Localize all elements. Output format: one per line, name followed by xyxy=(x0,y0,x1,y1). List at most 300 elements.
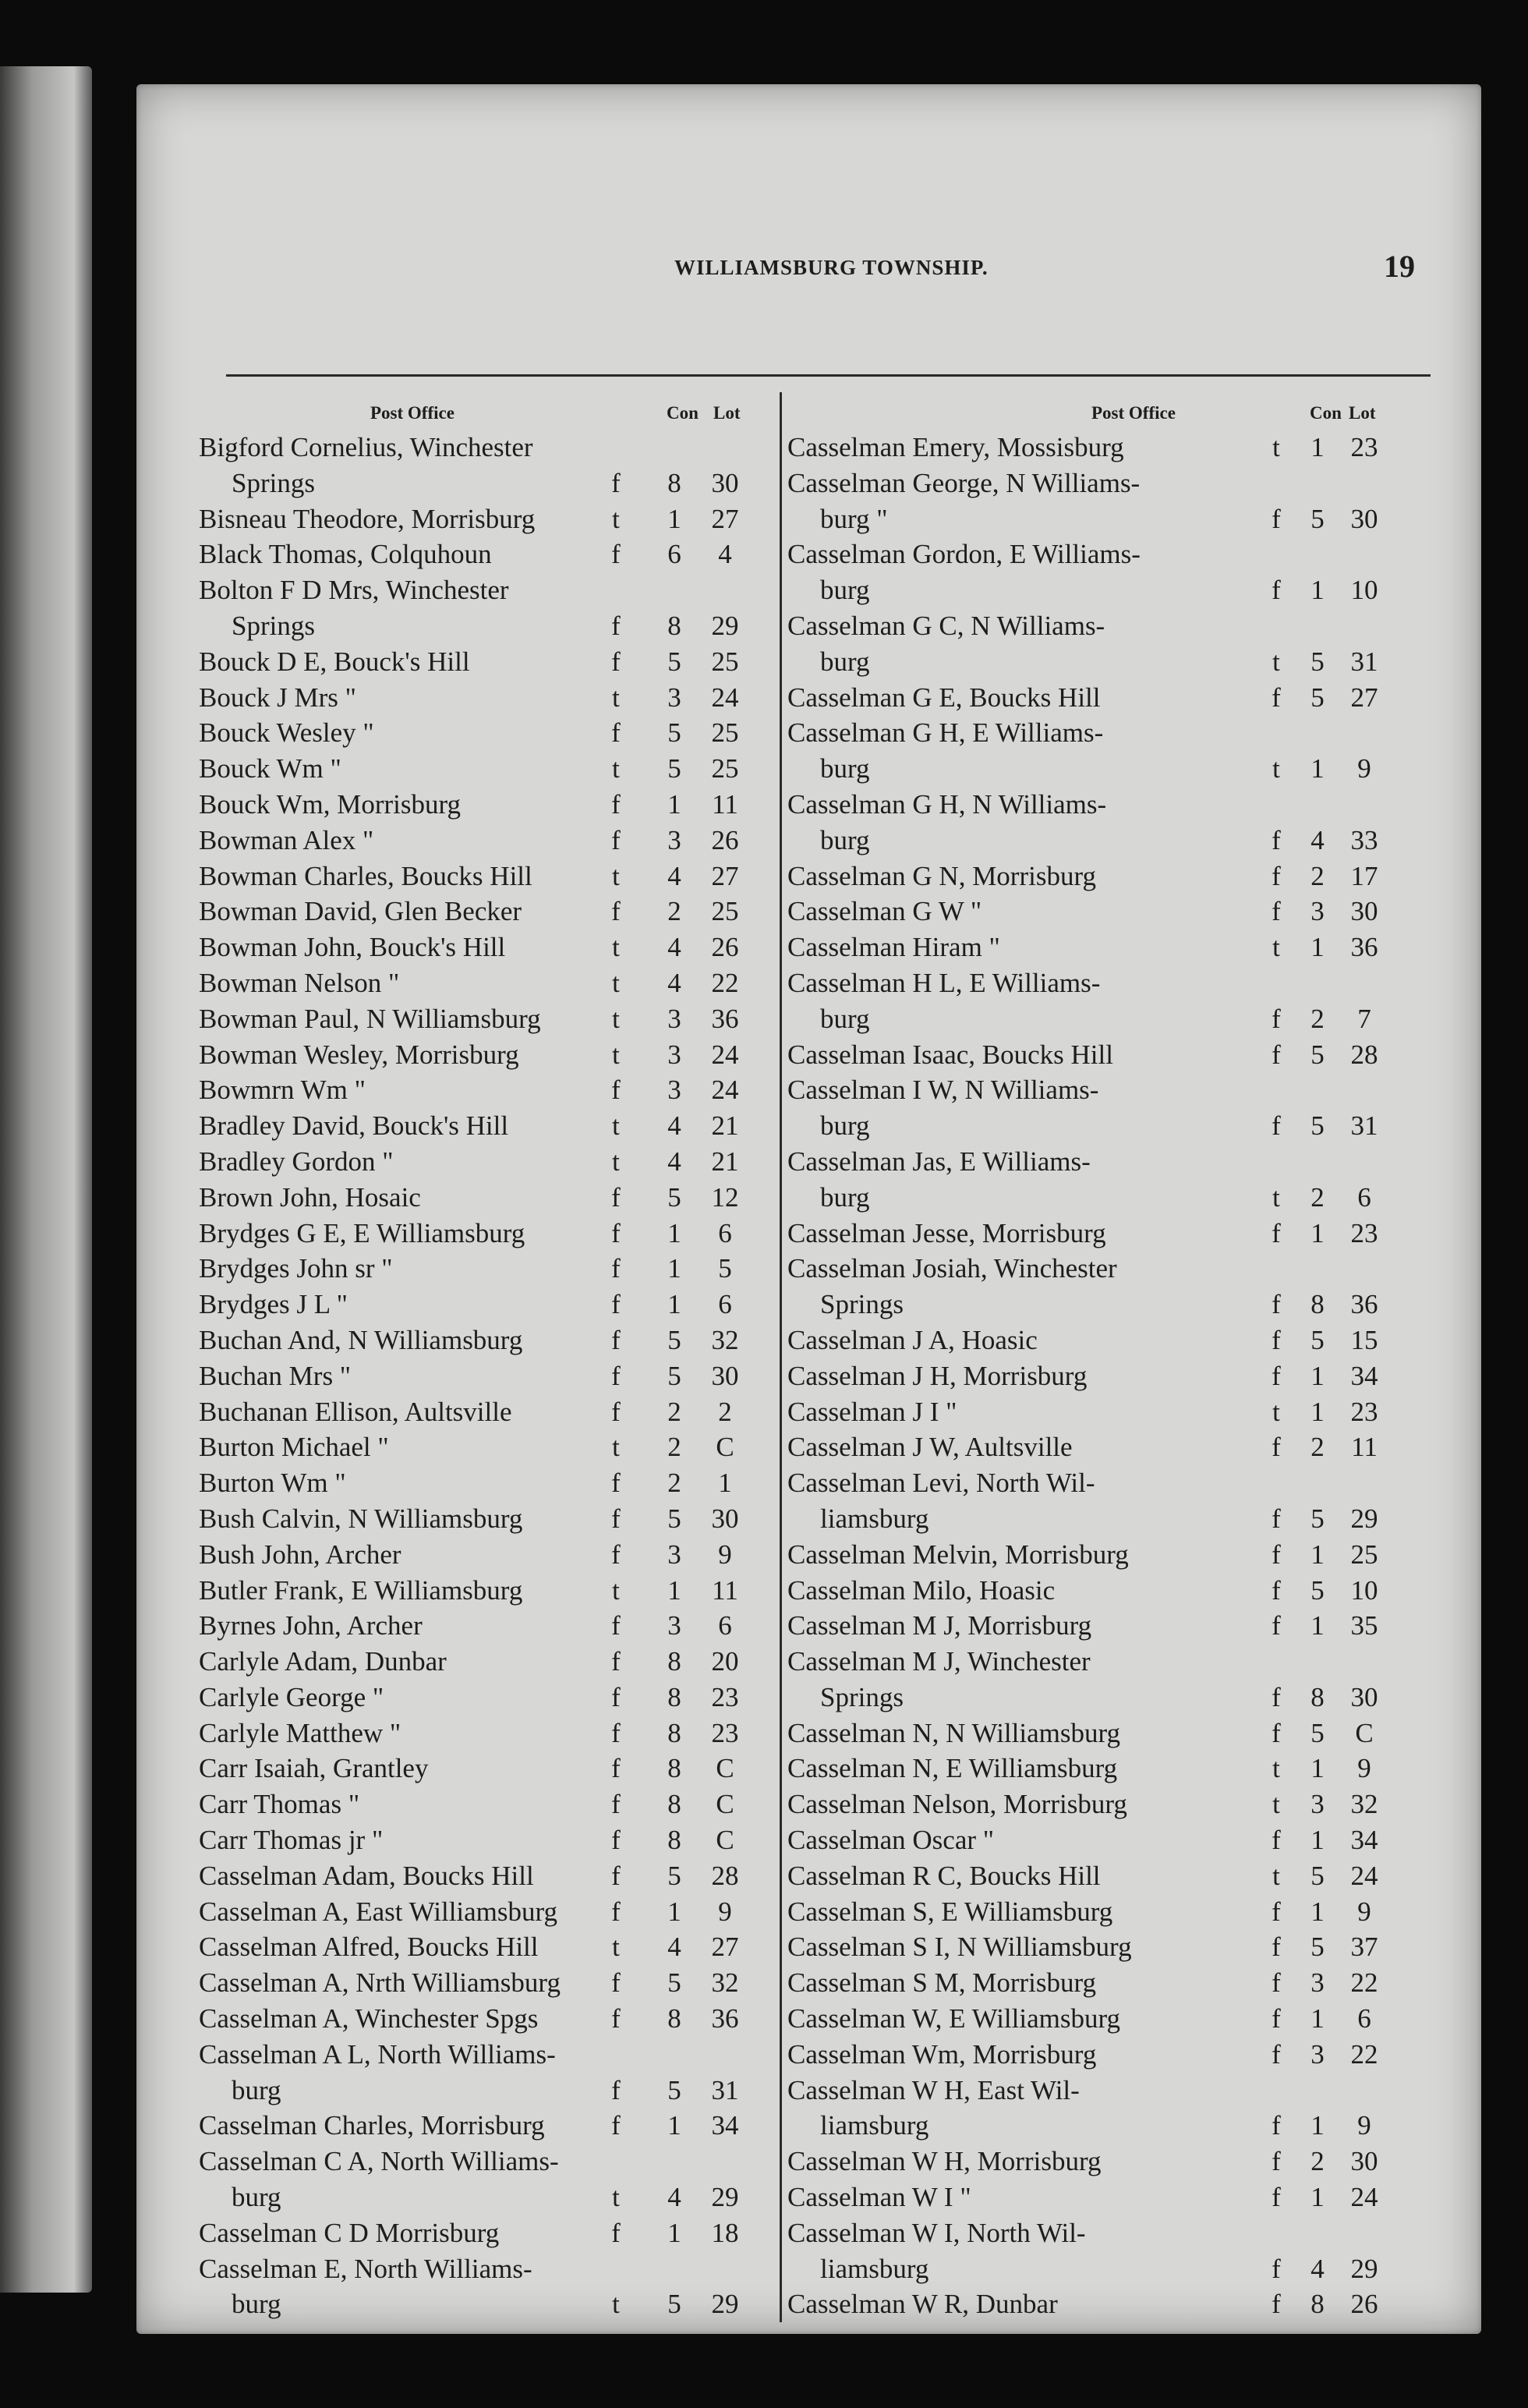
entry-concession: 5 xyxy=(1310,1932,1325,1963)
entry-lot: 23 xyxy=(711,1717,739,1748)
entry-concession: 2 xyxy=(1310,860,1325,891)
entry-lot: C xyxy=(716,1789,734,1820)
entry-code: f xyxy=(611,788,621,820)
entry-name: Casselman W H, Morrisburg xyxy=(787,2146,1102,2177)
directory-entry xyxy=(199,930,764,965)
entry-lot: 25 xyxy=(711,753,739,784)
entry-name: Buchan And, N Williamsburg xyxy=(199,1324,523,1355)
directory-entry xyxy=(199,1537,764,1573)
entry-code: f xyxy=(611,1753,621,1784)
entry-concession: 1 xyxy=(667,2110,681,2141)
heading-post-office: Post Office xyxy=(1091,403,1176,423)
entry-lot: 30 xyxy=(711,1503,739,1534)
entry-code: f xyxy=(1272,1003,1281,1034)
entry-code: f xyxy=(611,1503,621,1534)
entry-concession: 8 xyxy=(1310,1289,1325,1320)
entry-concession: 8 xyxy=(667,610,681,641)
entry-name: Bush John, Archer xyxy=(199,1539,401,1570)
directory-entry xyxy=(199,1001,764,1037)
entry-code: f xyxy=(1272,1039,1281,1070)
entry-concession: 3 xyxy=(667,682,681,713)
entry-code: f xyxy=(611,1896,621,1927)
entry-concession: 1 xyxy=(1310,2110,1325,2141)
entry-concession: 1 xyxy=(1310,1825,1325,1856)
entry-lot: C xyxy=(716,1825,734,1856)
entry-concession: 5 xyxy=(667,2074,681,2105)
directory-entry xyxy=(199,1394,764,1430)
entry-lot: C xyxy=(716,1753,734,1784)
entry-lot: 30 xyxy=(711,1360,739,1391)
entry-concession: 1 xyxy=(667,1289,681,1320)
entry-lot: 22 xyxy=(1350,1967,1378,1999)
entry-name: Bouck Wesley " xyxy=(199,717,374,749)
entry-concession: 8 xyxy=(667,1717,681,1748)
entry-lot: 9 xyxy=(1357,753,1371,784)
entry-lot: 4 xyxy=(718,539,732,570)
entry-code: f xyxy=(1272,1574,1281,1606)
entry-name: Casselman C A, North Williams- xyxy=(199,2146,559,2177)
entry-name: Springs xyxy=(232,610,315,641)
directory-entry xyxy=(787,1929,1392,1965)
directory-entry xyxy=(199,2215,764,2251)
entry-name: Brydges John sr " xyxy=(199,1253,393,1284)
entry-concession: 8 xyxy=(667,1753,681,1784)
directory-entry xyxy=(199,430,764,466)
directory-entry xyxy=(787,1429,1392,1465)
entry-code: t xyxy=(612,2182,620,2213)
entry-name: liamsburg xyxy=(820,2110,929,2141)
entry-lot: 31 xyxy=(1350,646,1378,677)
entry-code: f xyxy=(1272,2289,1281,2320)
entry-lot: 36 xyxy=(711,2003,739,2034)
entry-concession: 4 xyxy=(667,967,681,998)
directory-entry xyxy=(787,1072,1392,1108)
entry-lot: 26 xyxy=(1350,2289,1378,2320)
entry-lot: 22 xyxy=(711,967,739,998)
entry-concession: 1 xyxy=(1310,1360,1325,1391)
entry-code: f xyxy=(611,1681,621,1712)
entry-lot: 30 xyxy=(1350,896,1378,927)
entry-lot: 29 xyxy=(711,2289,739,2320)
entry-code: f xyxy=(611,539,621,570)
entry-lot: 12 xyxy=(711,1181,739,1213)
entry-name: Byrnes John, Archer xyxy=(199,1610,423,1641)
entry-name: Bolton F D Mrs, Winchester xyxy=(199,575,509,606)
entry-code: f xyxy=(611,1181,621,1213)
entry-lot: 24 xyxy=(1350,2182,1378,2213)
directory-entry xyxy=(787,466,1392,501)
entry-code: f xyxy=(1272,1896,1281,1927)
directory-entry xyxy=(787,2180,1392,2215)
entry-name: liamsburg xyxy=(820,1503,929,1534)
entry-concession: 3 xyxy=(1310,896,1325,927)
directory-entry xyxy=(787,1965,1392,2001)
entry-continuation xyxy=(199,466,764,501)
entry-lot: 29 xyxy=(1350,1503,1378,1534)
entry-lot: 27 xyxy=(711,860,739,891)
directory-entry xyxy=(787,715,1392,751)
entry-concession: 5 xyxy=(667,1324,681,1355)
entry-lot: 10 xyxy=(1350,1574,1378,1606)
entry-concession: 4 xyxy=(667,1110,681,1142)
entry-lot: 30 xyxy=(1350,503,1378,534)
entry-name: Casselman N, E Williamsburg xyxy=(787,1753,1118,1784)
directory-entry xyxy=(199,1251,764,1287)
entry-lot: 33 xyxy=(1350,824,1378,855)
entry-lot: 26 xyxy=(711,932,739,963)
entry-concession: 3 xyxy=(667,1539,681,1570)
entry-name: Bradley David, Bouck's Hill xyxy=(199,1110,509,1142)
entry-name: Casselman W I, North Wil- xyxy=(787,2217,1086,2248)
entry-name: Carr Isaiah, Grantley xyxy=(199,1753,429,1784)
entry-concession: 1 xyxy=(1310,1610,1325,1641)
entry-concession: 1 xyxy=(1310,753,1325,784)
entry-concession: 4 xyxy=(667,860,681,891)
entry-concession: 1 xyxy=(1310,1396,1325,1427)
entry-lot: 6 xyxy=(1357,1181,1371,1213)
entry-name: Casselman G N, Morrisburg xyxy=(787,860,1096,891)
entry-lot: 32 xyxy=(711,1967,739,1999)
entry-concession: 1 xyxy=(667,1574,681,1606)
entry-lot: 10 xyxy=(1350,575,1378,606)
entry-name: Casselman A L, North Williams- xyxy=(199,2038,556,2070)
entry-concession: 8 xyxy=(1310,1681,1325,1712)
entry-continuation xyxy=(787,1001,1392,1037)
directory-entry xyxy=(787,1358,1392,1394)
entry-concession: 1 xyxy=(1310,2003,1325,2034)
directory-entry xyxy=(199,1501,764,1537)
entry-code: t xyxy=(1272,1181,1280,1213)
entry-code: f xyxy=(611,1717,621,1748)
entry-code: t xyxy=(1272,432,1280,462)
entry-code: f xyxy=(611,1646,621,1677)
entry-lot: 22 xyxy=(1350,2038,1378,2070)
directory-entry xyxy=(199,1108,764,1144)
left-column xyxy=(199,400,764,2326)
entry-concession: 2 xyxy=(1310,1181,1325,1213)
entry-name: Casselman A, East Williamsburg xyxy=(199,1896,558,1927)
entry-continuation xyxy=(787,1680,1392,1716)
entry-concession: 8 xyxy=(667,1646,681,1677)
entry-name: Casselman S M, Morrisburg xyxy=(787,1967,1097,1999)
page-header xyxy=(222,248,1438,303)
entry-name: Casselman I W, N Williams- xyxy=(787,1075,1099,1106)
entry-name: Casselman S I, N Williamsburg xyxy=(787,1932,1132,1963)
entry-lot: 6 xyxy=(718,1610,732,1641)
entry-code: f xyxy=(1272,2253,1281,2284)
entry-code: t xyxy=(612,1110,620,1142)
directory-entry xyxy=(787,1394,1392,1430)
entry-concession: 5 xyxy=(1310,1039,1325,1070)
directory-entry xyxy=(199,1894,764,1930)
entry-name: Casselman Gordon, E Williams- xyxy=(787,539,1141,570)
entry-code: f xyxy=(611,610,621,641)
entry-lot: 11 xyxy=(712,788,738,820)
entry-name: Bouck Wm, Morrisburg xyxy=(199,788,462,820)
directory-entry xyxy=(787,2144,1392,2180)
entry-concession: 1 xyxy=(1310,2182,1325,2213)
entry-code: f xyxy=(611,1825,621,1856)
entry-name: Casselman Jas, E Williams- xyxy=(787,1146,1091,1177)
entry-lot: 6 xyxy=(718,1217,732,1248)
directory-entry xyxy=(199,2251,764,2287)
entry-continuation xyxy=(787,644,1392,680)
heading-post-office: Post Office xyxy=(370,403,455,423)
entry-lot: 30 xyxy=(1350,1681,1378,1712)
entry-concession: 5 xyxy=(1310,1503,1325,1534)
entry-name: liamsburg xyxy=(820,2253,929,2284)
entry-continuation xyxy=(787,751,1392,787)
entry-name: burg xyxy=(232,2182,281,2213)
entry-lot: 23 xyxy=(711,1681,739,1712)
entry-name: Casselman G W " xyxy=(787,896,982,927)
entry-name: Casselman W, E Williamsburg xyxy=(787,2003,1121,2034)
entry-code: t xyxy=(612,1432,620,1463)
entry-code: f xyxy=(611,1468,621,1499)
directory-entry xyxy=(199,1608,764,1644)
entry-code: f xyxy=(611,2003,621,2034)
entry-code: f xyxy=(1272,1967,1281,1999)
directory-entry xyxy=(199,2108,764,2144)
heading-lot: Lot xyxy=(713,403,741,423)
entry-name: Bouck J Mrs " xyxy=(199,682,356,713)
entry-code: t xyxy=(1272,646,1280,677)
entry-lot: 23 xyxy=(1350,1217,1378,1248)
entry-name: burg xyxy=(820,575,870,606)
page-number: 19 xyxy=(1384,249,1415,284)
entry-code: f xyxy=(1272,896,1281,927)
directory-entry xyxy=(787,1894,1392,1930)
entry-name: Bouck D E, Bouck's Hill xyxy=(199,646,470,677)
entry-code: f xyxy=(1272,575,1281,606)
entry-concession: 1 xyxy=(1310,1753,1325,1784)
heading-con: Con xyxy=(667,403,699,423)
directory-entry xyxy=(199,787,764,823)
heading-con: Con xyxy=(1310,403,1342,423)
header-rule xyxy=(226,374,1431,377)
entry-code: t xyxy=(612,860,620,891)
directory-entry xyxy=(199,1716,764,1751)
entry-concession: 5 xyxy=(1310,646,1325,677)
entry-code: t xyxy=(612,967,620,998)
directory-entry xyxy=(787,2215,1392,2251)
entry-lot: 27 xyxy=(1350,682,1378,713)
entry-lot: 9 xyxy=(1357,1753,1371,1784)
directory-entry xyxy=(787,2037,1392,2073)
entry-name: Casselman Emery, Mossisburg xyxy=(787,432,1124,462)
entry-code: f xyxy=(1272,2146,1281,2177)
entry-name: Buchanan Ellison, Aultsville xyxy=(199,1396,512,1427)
directory-entry xyxy=(787,1251,1392,1287)
directory-entry xyxy=(787,965,1392,1001)
entry-concession: 1 xyxy=(667,503,681,534)
entry-concession: 1 xyxy=(667,1217,681,1248)
entry-code: f xyxy=(1272,2110,1281,2141)
entry-code: f xyxy=(1272,1360,1281,1391)
entry-code: f xyxy=(611,1217,621,1248)
directory-entry xyxy=(199,1323,764,1358)
entry-concession: 1 xyxy=(1310,932,1325,963)
entry-name: Bowman Nelson " xyxy=(199,967,400,998)
entry-name: Casselman Melvin, Morrisburg xyxy=(787,1539,1129,1570)
entry-name: Casselman Wm, Morrisburg xyxy=(787,2038,1097,2070)
entry-concession: 8 xyxy=(1310,2289,1325,2320)
entry-name: Bowmrn Wm " xyxy=(199,1075,366,1106)
entry-name: Carr Thomas jr " xyxy=(199,1825,384,1856)
entry-name: Casselman Alfred, Boucks Hill xyxy=(199,1932,539,1963)
directory-entry xyxy=(787,430,1392,466)
entry-concession: 5 xyxy=(667,1360,681,1391)
entry-name: Carlyle George " xyxy=(199,1681,384,1712)
entry-code: f xyxy=(1272,2003,1281,2034)
entry-concession: 3 xyxy=(667,1039,681,1070)
entry-name: Casselman A, Winchester Spgs xyxy=(199,2003,539,2034)
entry-name: burg xyxy=(820,1181,870,1213)
entry-code: t xyxy=(612,753,620,784)
entry-name: Bowman John, Bouck's Hill xyxy=(199,932,506,963)
entry-name: Springs xyxy=(820,1681,904,1712)
entry-code: f xyxy=(1272,860,1281,891)
directory-entry xyxy=(199,536,764,572)
entry-name: Casselman G H, N Williams- xyxy=(787,788,1107,820)
entry-name: Burton Michael " xyxy=(199,1432,389,1463)
entry-name: Casselman Hiram " xyxy=(787,932,1000,963)
entry-lot: 35 xyxy=(1350,1610,1378,1641)
entry-code: f xyxy=(611,1289,621,1320)
entry-code: f xyxy=(1272,1432,1281,1463)
entry-code: f xyxy=(1272,1681,1281,1712)
entry-name: Springs xyxy=(232,467,315,498)
entry-concession: 1 xyxy=(1310,432,1325,462)
directory-entry xyxy=(199,1644,764,1680)
entry-lot: 9 xyxy=(1357,2110,1371,2141)
entry-concession: 6 xyxy=(667,539,681,570)
entry-concession: 4 xyxy=(1310,824,1325,855)
right-column xyxy=(787,400,1392,2326)
directory-entry xyxy=(199,1680,764,1716)
directory-entry xyxy=(787,1037,1392,1073)
entry-code: t xyxy=(612,1003,620,1034)
entry-continuation xyxy=(199,2073,764,2109)
entry-lot: 24 xyxy=(711,682,739,713)
entry-code: f xyxy=(1272,1289,1281,1320)
directory-entry xyxy=(787,894,1392,930)
entry-code: f xyxy=(1272,1324,1281,1355)
entry-code: t xyxy=(1272,1396,1280,1427)
entry-concession: 2 xyxy=(1310,1432,1325,1463)
entry-code: f xyxy=(1272,503,1281,534)
entry-continuation xyxy=(199,608,764,644)
entry-lot: 28 xyxy=(711,1860,739,1891)
entry-lot: 34 xyxy=(1350,1360,1378,1391)
entry-lot: 34 xyxy=(711,2110,739,2141)
directory-entry xyxy=(787,1216,1392,1252)
directory-entry xyxy=(787,1323,1392,1358)
entry-code: f xyxy=(1272,1503,1281,1534)
entry-name: Casselman Josiah, Winchester xyxy=(787,1253,1117,1284)
directory-entry xyxy=(199,1822,764,1858)
entry-name: Casselman R C, Boucks Hill xyxy=(787,1860,1101,1891)
entry-concession: 5 xyxy=(667,1503,681,1534)
entry-name: burg xyxy=(820,753,870,784)
entry-continuation xyxy=(787,1108,1392,1144)
entry-name: burg xyxy=(232,2289,281,2320)
entry-concession: 4 xyxy=(1310,2253,1325,2284)
entry-lot: 27 xyxy=(711,503,739,534)
entry-concession: 8 xyxy=(667,2003,681,2034)
entry-concession: 5 xyxy=(667,1860,681,1891)
entry-lot: C xyxy=(1355,1717,1374,1748)
entry-concession: 3 xyxy=(667,1610,681,1641)
entry-code: f xyxy=(611,2110,621,2141)
entry-lot: 36 xyxy=(1350,932,1378,963)
directory-entry xyxy=(199,1429,764,1465)
directory-entry xyxy=(199,1858,764,1894)
directory-entry xyxy=(787,1608,1392,1644)
entry-lot: 25 xyxy=(1350,1539,1378,1570)
entry-code: f xyxy=(1272,824,1281,855)
entry-code: t xyxy=(612,1146,620,1177)
entry-code: f xyxy=(611,1860,621,1891)
entry-code: f xyxy=(611,824,621,855)
entry-name: Bigford Cornelius, Winchester xyxy=(199,432,533,462)
entry-name: Burton Wm " xyxy=(199,1468,346,1499)
adjacent-page-edge xyxy=(0,66,92,2293)
entry-name: Casselman J H, Morrisburg xyxy=(787,1360,1088,1391)
entry-lot: 24 xyxy=(711,1075,739,1106)
entry-code: t xyxy=(612,1932,620,1963)
entry-lot: 26 xyxy=(711,824,739,855)
entry-code: f xyxy=(611,2217,621,2248)
entry-lot: 6 xyxy=(718,1289,732,1320)
entry-code: f xyxy=(611,1396,621,1427)
directory-entry xyxy=(199,1358,764,1394)
entry-lot: 9 xyxy=(1357,1896,1371,1927)
entry-concession: 1 xyxy=(667,788,681,820)
directory-entry xyxy=(199,1144,764,1180)
directory-entry xyxy=(787,859,1392,894)
entry-code: t xyxy=(1272,932,1280,963)
entry-lot: 36 xyxy=(711,1003,739,1034)
entry-name: Casselman J W, Aultsville xyxy=(787,1432,1073,1463)
entry-lot: 7 xyxy=(1357,1003,1371,1034)
entry-concession: 8 xyxy=(667,467,681,498)
entry-lot: 2 xyxy=(718,1396,732,1427)
entry-lot: 28 xyxy=(1350,1039,1378,1070)
entry-concession: 2 xyxy=(667,1468,681,1499)
directory-entry xyxy=(199,1180,764,1216)
entry-lot: 29 xyxy=(1350,2253,1378,2284)
entry-name: Casselman J A, Hoasic xyxy=(787,1324,1038,1355)
directory-entry xyxy=(199,2037,764,2073)
entry-continuation xyxy=(787,1180,1392,1216)
entry-lot: 9 xyxy=(718,1539,732,1570)
entry-lot: 24 xyxy=(1350,1860,1378,1891)
entry-name: Bowman Charles, Boucks Hill xyxy=(199,860,532,891)
entry-code: f xyxy=(1272,1932,1281,1963)
entry-code: f xyxy=(611,717,621,749)
entry-lot: 25 xyxy=(711,896,739,927)
entry-code: f xyxy=(611,1610,621,1641)
entry-name: burg xyxy=(820,1003,870,1034)
entry-concession: 2 xyxy=(667,896,681,927)
entry-name: Bowman Alex " xyxy=(199,824,374,855)
directory-entry xyxy=(787,536,1392,572)
directory-entry xyxy=(199,1573,764,1609)
entry-name: Casselman N, N Williamsburg xyxy=(787,1717,1120,1748)
entry-concession: 4 xyxy=(667,932,681,963)
entry-lot: 25 xyxy=(711,646,739,677)
